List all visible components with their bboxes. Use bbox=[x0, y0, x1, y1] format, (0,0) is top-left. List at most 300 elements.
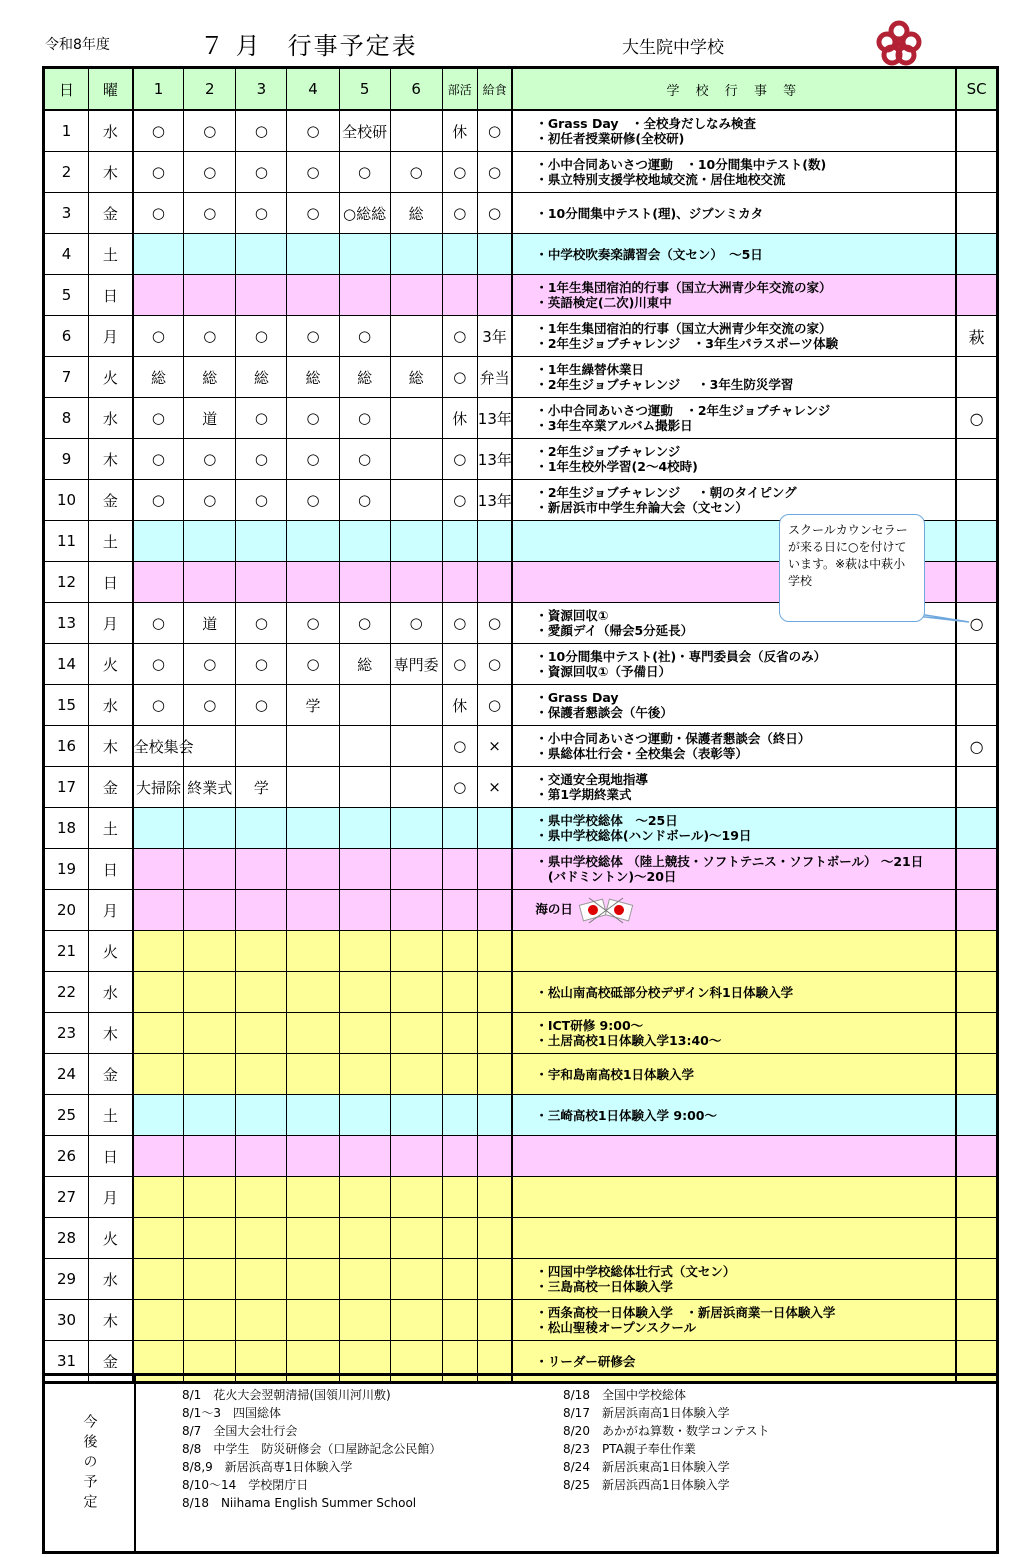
sc-cell bbox=[956, 1259, 997, 1300]
event-text: ・小中合同あいさつ運動 ・2年生ジョブチャレンジ ・3年生卒業アルバム撮影日 bbox=[535, 403, 831, 433]
sc-cell bbox=[956, 275, 997, 316]
period-cell: ○ bbox=[133, 398, 184, 439]
event-text: ・宇和島南高校1日体験入学 bbox=[535, 1066, 695, 1082]
period-cell bbox=[287, 1095, 339, 1136]
period-cell bbox=[339, 521, 390, 562]
event-cell bbox=[512, 152, 956, 193]
table-row bbox=[44, 1177, 998, 1218]
callout-text: スクールカウンセラーが来る日に○を付けています。※萩は中萩小学校 bbox=[779, 514, 925, 622]
future-list-left bbox=[182, 1386, 441, 1512]
period-cell: 全校研 bbox=[339, 110, 390, 152]
period-cell: 道 bbox=[184, 398, 236, 439]
sc-cell bbox=[956, 193, 997, 234]
club-cell bbox=[442, 275, 477, 316]
club-cell: ○ bbox=[442, 726, 477, 767]
future-item: 8/18 全国中学校総体 bbox=[563, 1388, 686, 1402]
period-cell bbox=[133, 972, 184, 1013]
club-cell: ○ bbox=[442, 152, 477, 193]
weekday-cell: 金 bbox=[89, 767, 133, 808]
lunch-cell: 13年 bbox=[477, 480, 512, 521]
future-item: 8/23 PTA親子奉仕作業 bbox=[563, 1442, 696, 1456]
period-cell: 総 bbox=[184, 357, 236, 398]
period-cell bbox=[184, 1013, 236, 1054]
weekday-cell: 日 bbox=[89, 849, 133, 890]
future-item: 8/1 花火大会翌朝清掃(国領川河川敷) bbox=[182, 1388, 391, 1402]
weekday-cell: 水 bbox=[89, 398, 133, 439]
period-cell: ○総総 bbox=[339, 193, 390, 234]
day-cell: 10 bbox=[44, 480, 89, 521]
weekday-cell: 日 bbox=[89, 1136, 133, 1177]
period-cell bbox=[236, 1054, 287, 1095]
day-cell: 26 bbox=[44, 1136, 89, 1177]
period-cell: ○ bbox=[339, 398, 390, 439]
event-cell bbox=[512, 685, 956, 726]
period-cell bbox=[339, 562, 390, 603]
period-cell bbox=[390, 1095, 442, 1136]
period-cell bbox=[339, 1136, 390, 1177]
period-cell: ○ bbox=[390, 152, 442, 193]
period-cell bbox=[390, 1054, 442, 1095]
period-cell: ○ bbox=[184, 685, 236, 726]
table-row bbox=[44, 1013, 998, 1054]
period-cell bbox=[390, 1218, 442, 1259]
weekday-cell: 月 bbox=[89, 1177, 133, 1218]
period-cell: ○ bbox=[390, 603, 442, 644]
weekday-cell: 金 bbox=[89, 1341, 133, 1383]
period-cell bbox=[236, 234, 287, 275]
period-cell bbox=[339, 275, 390, 316]
period-cell: ○ bbox=[133, 439, 184, 480]
event-text: ・2年生ジョブチャレンジ ・朝のタイピング ・新居浜市中学生弁論大会（文セン） bbox=[535, 485, 797, 515]
column-header: 6 bbox=[390, 68, 442, 111]
day-cell: 4 bbox=[44, 234, 89, 275]
day-cell: 7 bbox=[44, 357, 89, 398]
school-crest-icon bbox=[872, 20, 926, 66]
weekday-cell: 土 bbox=[89, 521, 133, 562]
period-cell: ○ bbox=[184, 316, 236, 357]
table-row bbox=[44, 726, 998, 767]
club-cell: 休 bbox=[442, 398, 477, 439]
period-cell bbox=[287, 808, 339, 849]
event-cell bbox=[512, 1136, 956, 1177]
period-cell bbox=[184, 1300, 236, 1341]
period-cell: ○ bbox=[339, 316, 390, 357]
period-cell bbox=[133, 1177, 184, 1218]
day-cell: 16 bbox=[44, 726, 89, 767]
future-item: 8/10～14 学校閉庁日 bbox=[182, 1478, 309, 1492]
event-cell bbox=[512, 644, 956, 685]
period-cell: ○ bbox=[287, 644, 339, 685]
period-cell bbox=[339, 931, 390, 972]
sc-cell bbox=[956, 1095, 997, 1136]
period-cell: 総 bbox=[339, 357, 390, 398]
event-text: ・小中合同あいさつ運動 ・10分間集中テスト(数) ・県立特別支援学校地域交流・居住地校交流 bbox=[535, 157, 827, 187]
period-cell: ○ bbox=[236, 603, 287, 644]
period-cell: 総 bbox=[390, 193, 442, 234]
sc-cell: 萩 bbox=[956, 316, 997, 357]
period-cell: ○ bbox=[133, 480, 184, 521]
weekday-cell: 木 bbox=[89, 439, 133, 480]
period-cell bbox=[390, 972, 442, 1013]
lunch-cell bbox=[477, 275, 512, 316]
column-header: 曜 bbox=[89, 68, 133, 111]
period-cell bbox=[390, 1177, 442, 1218]
event-cell bbox=[512, 1054, 956, 1095]
period-cell: ○ bbox=[184, 644, 236, 685]
column-header: 3 bbox=[236, 68, 287, 111]
period-cell bbox=[184, 808, 236, 849]
club-cell bbox=[442, 890, 477, 931]
lunch-cell: 13年 bbox=[477, 398, 512, 439]
period-cell bbox=[236, 726, 287, 767]
period-cell bbox=[339, 767, 390, 808]
lunch-cell: × bbox=[477, 726, 512, 767]
event-text: ・四国中学校総体壮行式（文セン） ・三島高校一日体験入学 bbox=[535, 1264, 736, 1294]
lunch-cell bbox=[477, 1218, 512, 1259]
period-cell bbox=[236, 849, 287, 890]
day-cell: 25 bbox=[44, 1095, 89, 1136]
lunch-cell: 弁当 bbox=[477, 357, 512, 398]
weekday-cell: 金 bbox=[89, 480, 133, 521]
period-cell bbox=[287, 1300, 339, 1341]
period-cell bbox=[133, 1218, 184, 1259]
club-cell bbox=[442, 1177, 477, 1218]
weekday-cell: 日 bbox=[89, 562, 133, 603]
period-cell bbox=[390, 275, 442, 316]
event-text: ・Grass Day ・全校身だしなみ検査 ・初任者授業研修(全校研) bbox=[535, 116, 757, 146]
club-cell: 休 bbox=[442, 685, 477, 726]
lunch-cell: 3年 bbox=[477, 316, 512, 357]
period-cell: ○ bbox=[133, 603, 184, 644]
event-text: ・1年生集団宿泊的行事（国立大洲青少年交流の家） ・英語検定(二次)川東中 bbox=[535, 280, 832, 310]
weekday-cell: 金 bbox=[89, 1054, 133, 1095]
club-cell bbox=[442, 808, 477, 849]
table-row bbox=[44, 890, 998, 931]
event-cell bbox=[512, 1013, 956, 1054]
period-cell bbox=[390, 521, 442, 562]
period-cell bbox=[236, 275, 287, 316]
event-cell bbox=[512, 398, 956, 439]
event-text: ・交通安全現地指導 ・第1学期終業式 bbox=[535, 772, 648, 802]
period-cell bbox=[184, 849, 236, 890]
lunch-cell: ○ bbox=[477, 152, 512, 193]
period-cell bbox=[390, 398, 442, 439]
period-cell: ○ bbox=[236, 685, 287, 726]
lunch-cell bbox=[477, 521, 512, 562]
table-row bbox=[44, 1095, 998, 1136]
period-cell bbox=[236, 1300, 287, 1341]
table-row bbox=[44, 152, 998, 193]
event-cell bbox=[512, 726, 956, 767]
period-cell bbox=[287, 1177, 339, 1218]
period-cell bbox=[390, 931, 442, 972]
sc-cell bbox=[956, 439, 997, 480]
period-cell: ○ bbox=[339, 439, 390, 480]
period-cell: 総 bbox=[339, 644, 390, 685]
future-item: 8/7 全国大会壮行会 bbox=[182, 1424, 298, 1438]
club-cell bbox=[442, 1300, 477, 1341]
period-cell bbox=[184, 890, 236, 931]
period-cell bbox=[287, 562, 339, 603]
period-cell bbox=[287, 767, 339, 808]
period-cell: ○ bbox=[184, 152, 236, 193]
club-cell bbox=[442, 521, 477, 562]
period-cell bbox=[390, 685, 442, 726]
weekday-cell: 月 bbox=[89, 316, 133, 357]
period-cell bbox=[339, 1054, 390, 1095]
weekday-cell: 月 bbox=[89, 890, 133, 931]
period-cell bbox=[184, 275, 236, 316]
period-cell: ○ bbox=[133, 644, 184, 685]
lunch-cell: ○ bbox=[477, 193, 512, 234]
period-cell: ○ bbox=[287, 398, 339, 439]
period-cell bbox=[390, 890, 442, 931]
day-cell: 17 bbox=[44, 767, 89, 808]
club-cell: ○ bbox=[442, 603, 477, 644]
period-cell bbox=[390, 767, 442, 808]
event-text: ・1年生繰替休業日 ・2年生ジョブチャレンジ ・3年生防災学習 bbox=[535, 362, 794, 392]
event-cell bbox=[512, 808, 956, 849]
sc-cell: ○ bbox=[956, 398, 997, 439]
day-cell: 5 bbox=[44, 275, 89, 316]
lunch-cell: ○ bbox=[477, 603, 512, 644]
weekday-cell: 水 bbox=[89, 110, 133, 152]
club-cell: ○ bbox=[442, 480, 477, 521]
period-cell bbox=[339, 808, 390, 849]
future-item: 8/1～3 四国総体 bbox=[182, 1406, 281, 1420]
sc-cell bbox=[956, 1136, 997, 1177]
period-cell bbox=[133, 1259, 184, 1300]
period-cell: ○ bbox=[287, 603, 339, 644]
period-cell bbox=[184, 972, 236, 1013]
future-item: 8/25 新居浜西高1日体験入学 bbox=[563, 1478, 730, 1492]
japanese-flags-icon bbox=[579, 896, 633, 924]
event-cell bbox=[512, 1300, 956, 1341]
event-cell bbox=[512, 193, 956, 234]
sc-cell bbox=[956, 849, 997, 890]
lunch-cell bbox=[477, 972, 512, 1013]
event-cell bbox=[512, 931, 956, 972]
table-row bbox=[44, 234, 998, 275]
period-cell bbox=[236, 808, 287, 849]
period-cell: ○ bbox=[184, 439, 236, 480]
period-cell bbox=[287, 890, 339, 931]
page-title: ７ 月 行事予定表 bbox=[200, 32, 418, 60]
event-text: ・10分間集中テスト(社)・専門委員会（反省のみ） ・資源回収①（予備日） bbox=[535, 649, 827, 679]
event-text: ・1年生集団宿泊的行事（国立大洲青少年交流の家） ・2年生ジョブチャレンジ ・3年生パラスポーツ体験 bbox=[535, 321, 839, 351]
period-cell: ○ bbox=[236, 439, 287, 480]
period-cell: 総 bbox=[390, 357, 442, 398]
club-cell bbox=[442, 1259, 477, 1300]
column-header: SC bbox=[956, 68, 997, 111]
weekday-cell: 土 bbox=[89, 808, 133, 849]
weekday-cell: 土 bbox=[89, 234, 133, 275]
period-cell bbox=[184, 931, 236, 972]
period-cell bbox=[287, 521, 339, 562]
period-cell bbox=[133, 1095, 184, 1136]
period-cell bbox=[184, 1259, 236, 1300]
period-cell bbox=[184, 1218, 236, 1259]
period-cell bbox=[339, 972, 390, 1013]
lunch-cell bbox=[477, 1054, 512, 1095]
day-cell: 20 bbox=[44, 890, 89, 931]
club-cell bbox=[442, 562, 477, 603]
period-cell bbox=[184, 1095, 236, 1136]
period-cell bbox=[236, 1177, 287, 1218]
lunch-cell bbox=[477, 1259, 512, 1300]
club-cell bbox=[442, 931, 477, 972]
column-header: 部活 bbox=[442, 68, 477, 111]
sc-cell bbox=[956, 234, 997, 275]
day-cell: 28 bbox=[44, 1218, 89, 1259]
day-cell: 12 bbox=[44, 562, 89, 603]
table-row bbox=[44, 644, 998, 685]
period-cell bbox=[390, 234, 442, 275]
period-cell bbox=[339, 890, 390, 931]
lunch-cell bbox=[477, 849, 512, 890]
weekday-cell: 木 bbox=[89, 726, 133, 767]
club-cell: ○ bbox=[442, 193, 477, 234]
weekday-cell: 火 bbox=[89, 931, 133, 972]
sc-cell: ○ bbox=[956, 726, 997, 767]
day-cell: 9 bbox=[44, 439, 89, 480]
lunch-cell: ○ bbox=[477, 110, 512, 152]
period-cell: 終業式 bbox=[184, 767, 236, 808]
period-cell: ○ bbox=[236, 644, 287, 685]
weekday-cell: 水 bbox=[89, 685, 133, 726]
sc-cell bbox=[956, 890, 997, 931]
table-row bbox=[44, 1218, 998, 1259]
period-cell: ○ bbox=[287, 193, 339, 234]
table-row bbox=[44, 1300, 998, 1341]
period-cell bbox=[133, 931, 184, 972]
future-plans bbox=[42, 1373, 999, 1554]
period-cell: ○ bbox=[236, 398, 287, 439]
table-row bbox=[44, 193, 998, 234]
weekday-cell: 日 bbox=[89, 275, 133, 316]
day-cell: 29 bbox=[44, 1259, 89, 1300]
table-row bbox=[44, 110, 998, 152]
event-cell bbox=[512, 357, 956, 398]
lunch-cell bbox=[477, 1300, 512, 1341]
period-cell bbox=[390, 808, 442, 849]
period-cell bbox=[133, 808, 184, 849]
event-cell bbox=[512, 234, 956, 275]
future-list-right bbox=[563, 1386, 769, 1494]
period-cell: 学 bbox=[236, 767, 287, 808]
period-cell bbox=[236, 562, 287, 603]
future-item: 8/8,9 新居浜高専1日体験入学 bbox=[182, 1460, 353, 1474]
table-row bbox=[44, 1259, 998, 1300]
period-cell bbox=[236, 931, 287, 972]
day-cell: 2 bbox=[44, 152, 89, 193]
period-cell: ○ bbox=[339, 480, 390, 521]
sc-cell: ○ bbox=[956, 603, 997, 644]
schedule-table bbox=[42, 66, 999, 1384]
day-cell: 13 bbox=[44, 603, 89, 644]
table-row bbox=[44, 972, 998, 1013]
period-cell bbox=[236, 890, 287, 931]
day-cell: 24 bbox=[44, 1054, 89, 1095]
period-cell bbox=[390, 1300, 442, 1341]
weekday-cell: 木 bbox=[89, 152, 133, 193]
weekday-cell: 木 bbox=[89, 1300, 133, 1341]
period-cell bbox=[133, 1013, 184, 1054]
period-cell: ○ bbox=[133, 193, 184, 234]
period-cell: ○ bbox=[133, 685, 184, 726]
club-cell: 休 bbox=[442, 110, 477, 152]
event-text: 海の日 bbox=[535, 901, 573, 917]
day-cell: 23 bbox=[44, 1013, 89, 1054]
column-header: 2 bbox=[184, 68, 236, 111]
sc-cell bbox=[956, 1300, 997, 1341]
future-label: 今後の予定 bbox=[45, 1376, 136, 1551]
event-text: ・10分間集中テスト(理)、ジブンミカタ bbox=[535, 205, 764, 221]
period-cell: ○ bbox=[133, 152, 184, 193]
table-row bbox=[44, 439, 998, 480]
period-cell bbox=[236, 1218, 287, 1259]
period-cell bbox=[339, 1095, 390, 1136]
table-row bbox=[44, 767, 998, 808]
period-cell: ○ bbox=[287, 439, 339, 480]
period-cell bbox=[184, 562, 236, 603]
period-cell bbox=[287, 1218, 339, 1259]
period-cell bbox=[236, 1095, 287, 1136]
period-cell bbox=[390, 316, 442, 357]
club-cell bbox=[442, 1013, 477, 1054]
period-cell bbox=[339, 1177, 390, 1218]
lunch-cell bbox=[477, 1136, 512, 1177]
weekday-cell: 火 bbox=[89, 1218, 133, 1259]
period-cell bbox=[390, 562, 442, 603]
period-cell bbox=[184, 234, 236, 275]
period-cell bbox=[287, 1054, 339, 1095]
header-era: 令和8年度 bbox=[45, 37, 110, 53]
sc-cell bbox=[956, 685, 997, 726]
period-cell bbox=[236, 1259, 287, 1300]
event-cell bbox=[512, 849, 956, 890]
period-cell bbox=[339, 726, 390, 767]
event-cell bbox=[512, 1259, 956, 1300]
period-cell bbox=[236, 1136, 287, 1177]
period-cell bbox=[133, 1136, 184, 1177]
sc-cell bbox=[956, 931, 997, 972]
period-cell: ○ bbox=[339, 603, 390, 644]
period-cell bbox=[339, 234, 390, 275]
column-header: 4 bbox=[287, 68, 339, 111]
event-cell bbox=[512, 439, 956, 480]
event-text: ・リーダー研修会 bbox=[535, 1353, 636, 1369]
period-cell bbox=[339, 1300, 390, 1341]
weekday-cell: 水 bbox=[89, 1259, 133, 1300]
period-cell bbox=[339, 1013, 390, 1054]
period-cell: 道 bbox=[184, 603, 236, 644]
period-cell: 全校集会 bbox=[133, 726, 184, 767]
period-cell bbox=[133, 562, 184, 603]
lunch-cell: ○ bbox=[477, 644, 512, 685]
table-row bbox=[44, 931, 998, 972]
header-row bbox=[44, 68, 998, 111]
lunch-cell bbox=[477, 890, 512, 931]
period-cell bbox=[287, 931, 339, 972]
period-cell bbox=[133, 275, 184, 316]
club-cell bbox=[442, 1054, 477, 1095]
event-text: ・松山南高校砥部分校デザイン科1日体験入学 bbox=[535, 984, 794, 1000]
event-cell bbox=[512, 316, 956, 357]
table-row bbox=[44, 1054, 998, 1095]
event-text: ・県中学校総体 （陸上競技・ソフトテニス・ソフトボール） ～21日 (バドミントン)～20日 bbox=[535, 854, 924, 884]
period-cell bbox=[390, 110, 442, 152]
